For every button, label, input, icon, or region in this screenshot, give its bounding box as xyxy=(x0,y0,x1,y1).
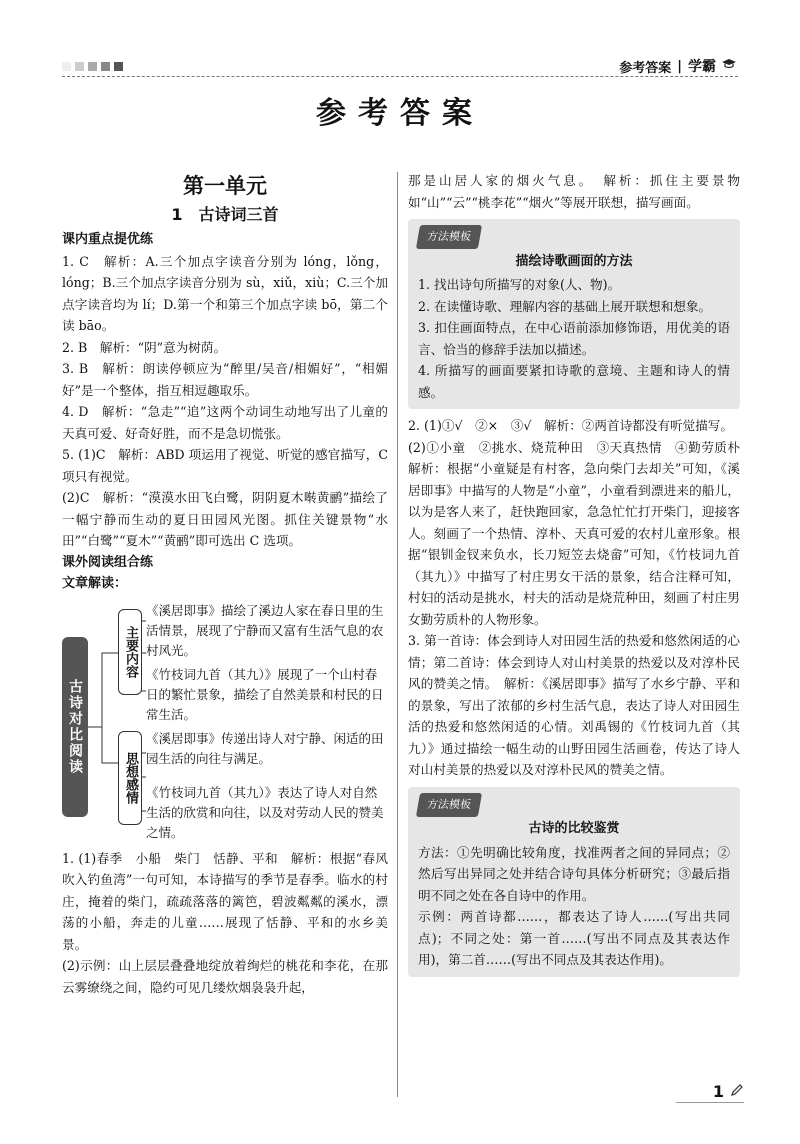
method-tag: 方法模板 xyxy=(416,793,482,817)
header-square xyxy=(62,62,71,71)
brand-name: 学霸 xyxy=(688,59,716,75)
answer-item: 2. B 解析：“阴”意为树荫。 xyxy=(62,339,227,355)
lesson-heading: 1 古诗词三首 xyxy=(171,204,279,224)
concept-map-root: 古诗对比阅读 xyxy=(62,637,88,817)
concept-map-branch: 主要内容 xyxy=(118,609,142,695)
answer-item: 2. (1)①√ ②× ③√ 解析：②两首诗都没有听觉描写。 xyxy=(408,418,733,433)
concept-map-text: 《竹枝词九首（其九）》展现了一个山村春日的繁忙景象，描绘了自然美景和村民的日常生活。 xyxy=(146,666,384,722)
method-title: 古诗的比较鉴赏 xyxy=(528,821,620,836)
answer-item: (2)示例：山上层层叠叠地绽放着绚烂的桃花和李花，在那云雾缭绕之间，隐约可见几缕炊烟袅袅升起， xyxy=(62,958,388,995)
pencil-icon xyxy=(730,1082,744,1101)
section-heading: 课内重点提优练 xyxy=(62,232,154,247)
header-square xyxy=(114,62,123,71)
header-rule xyxy=(62,76,738,77)
header-separator: | xyxy=(677,58,682,74)
answer-item: 3. B 解析：朗读停顿应为“醉里/吴音/相媚好”，“相媚好”是一个整体，指互相逗趣取乐。 xyxy=(62,361,388,398)
page-title: 参考答案 xyxy=(316,96,484,131)
answer-item: 4. D 解析：“急走”“追”这两个动词生动地写出了儿童的天真可爱、好奇好胜，而不是急切慌张。 xyxy=(62,404,388,441)
answer-item: (2)C 解析：“漠漠水田飞白鹭，阴阴夏木啭黄鹂”描绘了一幅宁静而生动的夏日田园风光图。抓住关键景物“水田”“白鹭”“夏木”“黄鹂”即可选出 C 选项。 xyxy=(62,490,388,548)
answer-item: 3. 第一首诗：体会到诗人对田园生活的热爱和悠然闲适的心情；第二首诗：体会到诗人对山村美景的热爱以及对淳朴民风的赞美之情。 解析：《溪居即事》描写了水乡宁静、平和的景象，写出了浓郁的乡村生活气息，表达了诗人对田园生活的热爱和悠然闲适的心情。刘禹锡的《竹枝词九首（其九）》通过描绘一幅生动的山野田园生活画卷，传达了诗人对山村美景的热爱以及对淳朴民风的赞美之情。 xyxy=(408,633,740,777)
unit-heading: 第一单元 xyxy=(183,174,267,198)
header-squares xyxy=(62,62,123,71)
left-column xyxy=(62,170,388,998)
method-box xyxy=(408,787,740,977)
method-item: 1. 找出诗句所描写的对象(人、物)。 xyxy=(418,277,621,292)
method-item: 2. 在读懂诗歌、理解内容的基础上展开联想和想象。 xyxy=(418,298,712,314)
section-heading: 课外阅读组合练 xyxy=(62,554,154,570)
answer-item: 1. C 解析：A.三个加点字读音分别为 lóng，lǒng，lóng；B.三个加点字读音分别为 sù，xiǔ，xiù；C.三个加点字读音均为 lí；D.第一个和第三个加点字读 bō，第二个读 bāo。 xyxy=(62,253,388,333)
method-item: 4. 所描写的画面要紧扣诗歌的意境、主题和诗人的情感。 xyxy=(418,363,730,400)
header-square xyxy=(88,62,97,71)
method-title: 描绘诗歌画面的方法 xyxy=(515,253,633,269)
method-box xyxy=(408,219,740,409)
concept-map-text: 《溪居即事》传递出诗人对宁静、闲适的田园生活的向往与满足。 xyxy=(146,730,384,766)
method-item: 方法：①先明确比较角度，找准两者之间的异同点；②然后写出异同之处并结合诗句具体分析研究；③最后指明不同之处在各自诗中的作用。 xyxy=(418,844,730,903)
graduation-cap-icon xyxy=(722,58,736,74)
concept-map-text: 《竹枝词九首（其九）》表达了诗人对自然生活的欣赏和向往，以及对劳动人民的赞美之情。 xyxy=(146,784,384,840)
method-tag: 方法模板 xyxy=(416,225,482,249)
answer-item: 那是山居人家的烟火气息。 解析：抓住主要景物如“山”“云”“桃李花”“烟火”等展开联想，描写画面。 xyxy=(408,173,740,210)
header-square xyxy=(101,62,110,71)
concept-map-text: 《溪居即事》描绘了溪边人家在春日里的生活情景，展现了宁静而又富有生活气息的农村风光。 xyxy=(146,602,384,658)
footer-rule xyxy=(676,1102,744,1103)
answer-item: (2)①小童 ②挑水、烧荒种田 ③天真热情 ④勤劳质朴 解析：根据“小童疑是有村客，急向柴门去却关”可知，《溪居即事》中描写的人物是“小童”，小童看到漂进来的船儿，以为是客人来了，赶快跑回家，急急忙忙打开柴门，迎接客人。刻画了一个热情、淳朴、天真可爱的农村儿童形象。根据“银钏金钗来负水，长刀短笠去烧畲”可知，《竹枝词九首（其九）》中描写了村庄男女干活的景象，结合注释可知，村妇的活动是挑水，村夫的活动是烧荒种田，刻画了村庄男女勤劳质朴的人物形象。 xyxy=(408,439,753,627)
column-divider xyxy=(397,172,398,1097)
concept-map xyxy=(62,601,388,846)
page-number: 1 xyxy=(712,1082,724,1101)
method-item: 3. 扣住画面特点，在中心语前添加修饰语，用优美的语言、恰当的修辞手法加以描述。 xyxy=(418,320,730,357)
answer-item: 1. (1)春季 小船 柴门 恬静、平和 解析：根据“春风吹入钓鱼湾”一句可知，本诗描写的季节是春季。临水的村庄，掩着的柴门，疏疏落落的篱笆，碧波粼粼的溪水，漂荡的小船，奔走的儿童……展现了恬静、平和的水乡美景。 xyxy=(62,850,388,952)
answer-item: 5. (1)C 解析：ABD 项运用了视觉、听觉的感官描写，C 项只有视觉。 xyxy=(62,447,388,484)
header-square xyxy=(75,62,84,71)
header-section-label: 参考答案 xyxy=(619,60,672,76)
method-item: 示例：两首诗都……，都表达了诗人……(写出共同点)；不同之处：第一首……(写出不同点及其表达作用)，第二首……(写出不同点及其表达作用)。 xyxy=(418,909,730,967)
right-column xyxy=(408,170,753,983)
header-label xyxy=(619,56,736,76)
reading-label: 文章解读： xyxy=(62,576,128,591)
concept-map-branch: 思想感情 xyxy=(118,731,142,825)
